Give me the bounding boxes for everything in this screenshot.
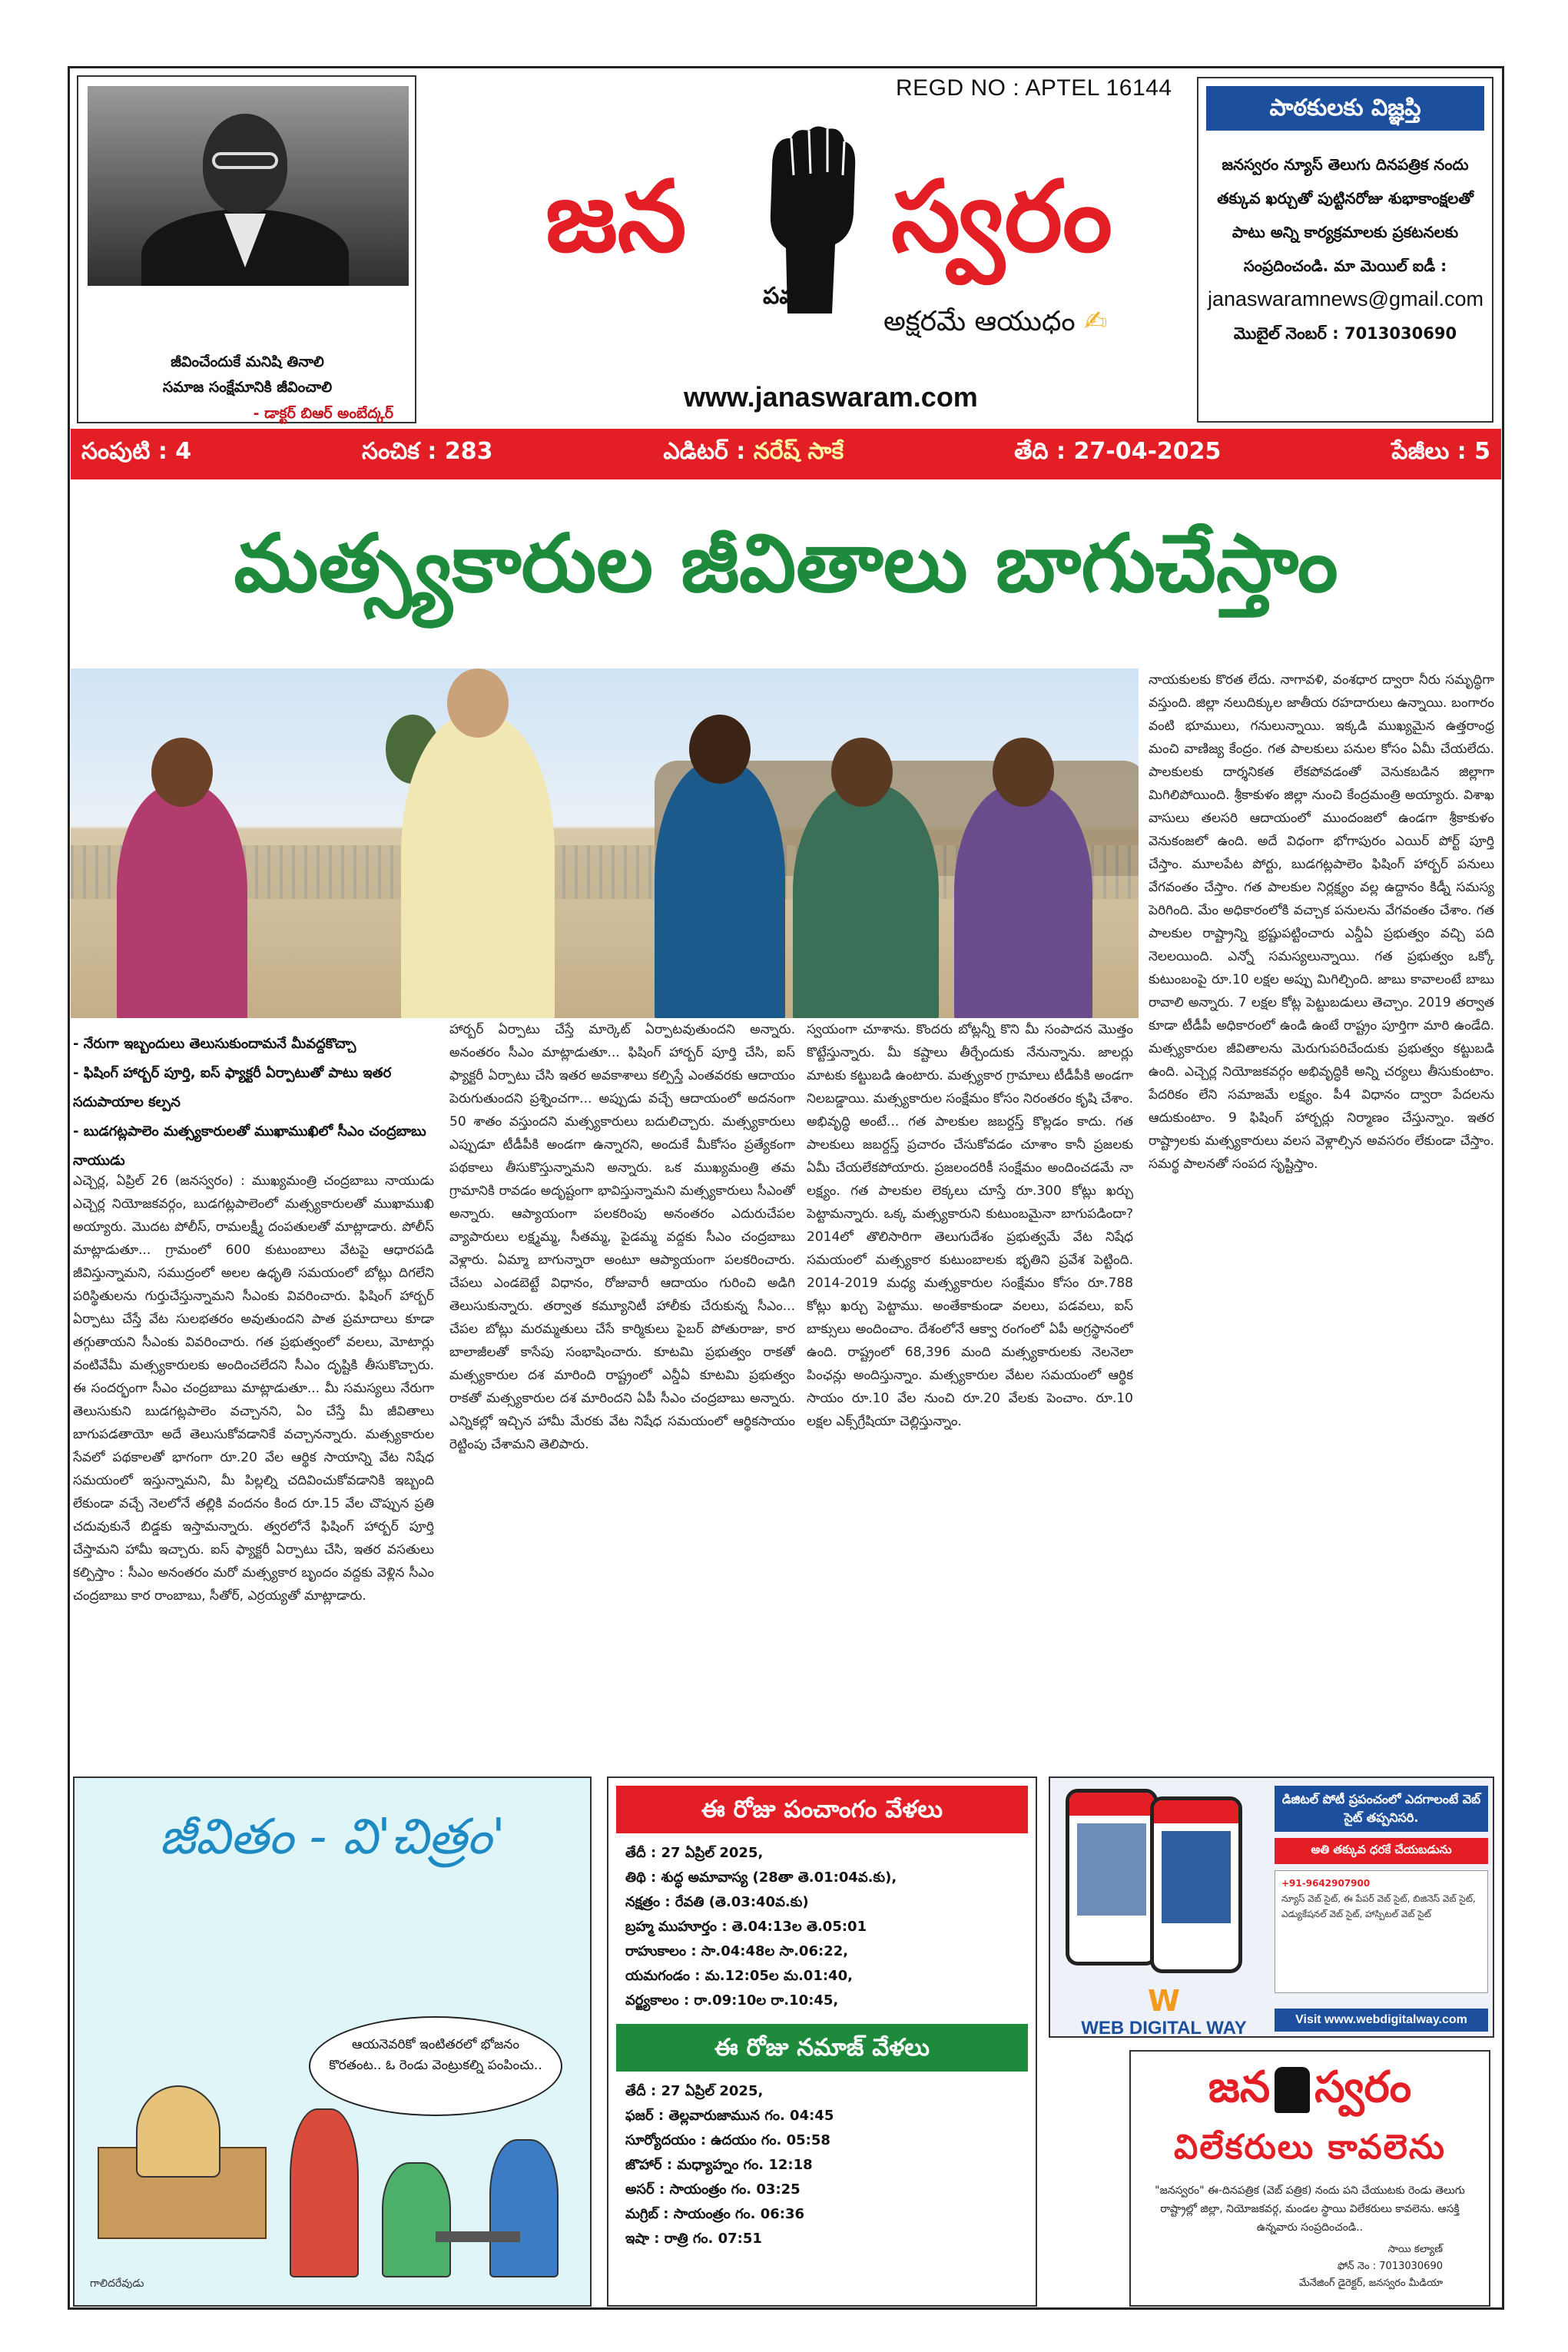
- ambedkar-box: [77, 75, 416, 423]
- web-digital-way-logo-icon: W: [1148, 1984, 1180, 2018]
- ambedkar-photo: [88, 86, 409, 286]
- ambedkar-quote: [94, 350, 401, 426]
- pen-icon: ✍: [1084, 306, 1108, 337]
- reporters-wanted-box: [1129, 2050, 1490, 2307]
- namaz-item: సూర్యోదయం : ఉదయం గం. 05:58: [625, 2132, 830, 2148]
- namaz-item: తేదీ : 27 ఏప్రిల్ 2025,: [625, 2083, 764, 2099]
- article-column-4: [1149, 668, 1494, 1756]
- namaz-item: ఇషా : రాత్రి గం. 07:51: [625, 2231, 762, 2247]
- lead-photo: [71, 668, 1139, 1018]
- phone-mockups-icon: [1058, 1789, 1265, 1973]
- quote-author: - డాక్టర్ బిఆర్ అంబేద్కర్: [253, 404, 393, 422]
- reporter-logo-left: జన: [1208, 2062, 1271, 2112]
- article-text: నాయకులకు కొరత లేదు. నాగావళి, వంశధార ద్వారా నీరు సమృద్ధిగా వస్తుంది. జిల్లా నలుదిక్కుల జాతీయ రహదారులు ఉన్నాయి. బంగారం వంటి భూములు, గనులున్నాయి. ఇక్కడి ముఖ్యమైన ఉత్తరాంధ్ర మంచి వాణిజ్య కేంద్రం. గత పాలకులు పనుల కోసం ఏమీ చేయలేదు. పాలకులకు దార్శనికత లేకపోవడంతో వెనుకబడిన జిల్లాగా మిగిలిపోయింది. శ్రీకాకుళం జిల్లా నుంచి కేంద్రమంత్రి అయ్యారు. విశాఖ వాసులు తలసరి ఆదాయంలో ముందంజలో ఉండగా శ్రీకాకుళం వెనుకంజలో ఉంది. అదే విధంగా భోగాపురం ఎయిర్ పోర్ట్ పూర్తి చేస్తాం. మూలపేట పోర్టు, బుడగట్లపాలెం ఫిషింగ్ హార్బర్ పనులు వేగవంతం చేస్తాం. గత పాలకుల నిర్లక్ష్యం వల్ల ఉద్దానం కిడ్నీ సమస్య పెరిగింది. మేం అధికారంలోకి వచ్చాక పనులను వేగవంతం చేశాం. గత పాలకుల రాష్ట్రాన్ని భ్రష్టుపట్టించారు ఎన్డీఏ ప్రభుత్వం వచ్చి పది నెలలయింది. ఎన్నో సమస్యలున్నాయి. గత ప్రభుత్వం ఒక్కో కుటుంబంపై రూ.10 లక్షల అప్పు మిగిల్చింది. జాబు కావాలంటే బాబు రావాలి అన్నారు. 7 లక్షల కోట్ల పెట్టుబడులు తెచ్చాం. 2019 తర్వాత కూడా టీడీపీ అధికారంలో ఉండి ఉంటే రాష్ట్రం పూర్తిగా మారి ఉండేది. మత్స్యకారుల జీవితాలను మెరుగుపరిచేందుకు ప్రభుత్వం కట్టుబడి ఉంది. ఎచ్చెర్ల నియోజకవర్గం అభివృద్ధికి అన్ని చర్యలు తీసుకుంటాం. పేదరికం లేని సమాజమే లక్ష్యం. పీ4 విధానం ద్వారా పేదలను ఆదుకుంటాం. 9 ఫిషింగ్ హార్బర్లు నిర్మాణం చేస్తున్నాం. ఇతర రాష్ట్రాలకు మత్స్యకారులు వలస వెళ్లాల్సిన అవసరం లేకుండా చేస్తాం. సమర్థ పాలనతో సంపద సృష్టిస్తాం.: [1149, 672, 1494, 1172]
- notice-line-3: పాటు అన్ని కార్యక్రమాలకు ప్రకటనలకు: [1232, 223, 1459, 241]
- article-column-1: [73, 1169, 434, 1753]
- cartoon-speech-bubble: ఆయనెవరికో ఇంటితరలో భోజనం కొరతంట.. ఓ రెండు వెంట్రుకల్ని పంపించు..: [309, 2016, 562, 2116]
- reporters-wanted-text: "జనస్వరం" ఈ-దినపత్రిక (వెబ్ పత్రిక) నందు పని చేయుటకు రెండు తెలుగు రాష్ట్రాల్లో జిల్లా, నియోజకవర్గ, మండల స్థాయి విలేకరులు కావలెను. ఆసక్తి ఉన్నవారు సంప్రదించండి..: [1155, 2184, 1465, 2234]
- article-text: ఎచ్చెర్ల, ఏప్రిల్ 26 (జనస్వరం) : ముఖ్యమంత్రి చంద్రబాబు నాయుడు ఎచ్చెర్ల నియోజకవర్గం, బుడగట్లపాలెంలో మత్స్యకారులతో ముఖాముఖి అయ్యారు. మొదట పోలీస్, రామలక్ష్మీ దంపతులతో మాట్లాడారు. పోలీస్ మాట్లాడుతూ... గ్రామంలో 600 కుటుంబాలు వేటపై ఆధారపడి జీవిస్తున్నామని, సముద్రంలో అలల ఉధృతి సమయంలో బోట్లు దిగలేని పరిస్థితులను గుర్తుచేస్తున్నామని సీఎంకు వివరించారు. ఫిషింగ్ హార్బర్ ఏర్పాటు చేస్తే వేట సులభతరం అవుతుందని పాత ప్రమాదాలు కూడా తగ్గుతాయని సీఎంకు వివరించారు. గత ప్రభుత్వంలో వలలు, మోటార్లు వంటివేమీ మత్స్యకారులకు అందించలేదని సీఎం దృష్టికి తీసుకొచ్చారు. ఈ సందర్భంగా సీఎం చంద్రబాబు మాట్లాడుతూ... మీ సమస్యలు నేరుగా తెలుసుకుని బుడగట్లపాలెం వచ్చానని, ఏం చేస్తే మీ జీవితాలు బాగుపడతాయో అదే తెలుసుకోవడానికే వచ్చానన్నారు. మత్స్యకారుల సేవలో పథకాలతో భాగంగా రూ.20 వేల ఆర్థిక సాయాన్ని వేట నిషేధ సమయంలో ఇస్తున్నామని, మీ పిల్లల్ని చదివించుకోవడానికి ఇబ్బంది లేకుండా వచ్చే నెలలోనే తల్లికి వందనం కింద రూ.15 వేల చొప్పున ప్రతి చదువుకునే బిడ్డకు ఇస్తామన్నారు. త్వరలోనే ఫిషింగ్ హార్బర్ పూర్తి చేస్తామని హామీ ఇచ్చారు. ఐస్ ఫ్యాక్టరీ ఏర్పాటు చేసి, ఇతర వసతులు కల్పిస్తాం : సీఎం అనంతరం మరో మత్స్యకార బృందం వద్దకు వెళ్లిన సీఎం చంద్రబాబు కార రాంబాబు, సీతోర్, ఎర్రయ్యతో మాట్లాడారు.: [73, 1173, 434, 1604]
- cartoon-character: [136, 2085, 220, 2178]
- tagline-text: అక్షరమే ఆయుధం: [883, 306, 1076, 337]
- namaz-item: ఫజర్ : తెల్లవారుజామున గం. 04:45: [625, 2108, 834, 2124]
- highlight-item: - బుడగట్లపాలెం మత్స్యకారులతో ముఖాముఖిలో సీఎం చంద్రబాబు నాయుడు: [73, 1123, 426, 1169]
- cartoon-box: [73, 1776, 592, 2307]
- issue-date: తేది : 27-04-2025: [1014, 438, 1222, 465]
- ad-visit-link[interactable]: Visit www.webdigitalway.com: [1275, 2009, 1488, 2032]
- panchang-item: నక్షత్రం : రేవతి (తె.03:40వ.కు): [625, 1894, 809, 1910]
- panchang-item: తేదీ : 27 ఏప్రిల్ 2025,: [625, 1845, 764, 1861]
- notice-line-2: తక్కువ ఖర్చుతో పుట్టినరోజు శుభాకాంక్షలతో: [1217, 189, 1474, 207]
- article-column-3: [807, 1018, 1133, 1756]
- ad-services: న్యూస్ వెబ్ సైట్, ఈ పేపర్ వెబ్ సైట్, బిజినెస్ వెబ్ సైట్, ఎడ్యుకేషనల్ వెబ్ సైట్, హాస్పిటల్ వెబ్ సైట్: [1281, 1893, 1476, 1919]
- issue-info-bar: [71, 429, 1501, 479]
- ad-service-card: [1275, 1870, 1488, 1993]
- article-column-2: [449, 1018, 795, 1756]
- panchang-item: వర్జ్యకాలం : రా.09:10ల రా.10:45,: [625, 1992, 839, 2009]
- web-digital-way-ad[interactable]: [1049, 1776, 1494, 2038]
- ad-subheadline: అతి తక్కువ ధరకే చేయబడును: [1275, 1838, 1488, 1864]
- logo-area: [430, 75, 1183, 423]
- notice-email[interactable]: janaswaramnews@gmail.com: [1208, 287, 1484, 310]
- panchang-box: [607, 1776, 1037, 2307]
- article-text: హార్బర్ ఏర్పాటు చేస్తే మార్కెట్ ఏర్పాటవుతుందని అన్నారు. అనంతరం సీఎం మాట్లాడుతూ... ఫిషింగ్ హార్బర్ పూర్తి చేసి, ఐస్ ఫ్యాక్టరీ ఏర్పాటు చేసి ఇతర అవకాశాలు కల్పిస్తే ఎంతవరకు ఆదాయం పెరుగుతుందని ప్రశ్నించగా... అప్పుడు వచ్చే ఆదాయంలో అదనంగా 50 శాతం వస్తుందని మత్స్యకారులు బదులిచ్చారు. మత్స్యకారులు ఎప్పుడూ టీడీపీకి అండగా ఉన్నారని, అందుకే మీకోసం ప్రత్యేకంగా పథకాలు తీసుకొస్తున్నామని అన్నారు. ఒక ముఖ్యమంత్రి తమ గ్రామానికి రావడం అదృష్టంగా భావిస్తున్నామని మత్స్యకారులు సీఎంతో అన్నారు. ఆప్యాయంగా పలకరింపు అనంతరం ఎదురుచేపల వ్యాపారులు లక్ష్మమ్మ, సీతమ్మ, పైడమ్మ వద్దకు సీఎం చంద్రబాబు వెళ్లారు. ఏమ్మా బాగున్నారా అంటూ ఆప్యాయంగా పలకరించారు. చేపలు ఎండబెట్టే విధానం, రోజువారీ ఆదాయం గురించి అడిగి తెలుసుకున్నారు. తర్వాత కమ్యూనిటీ హాలీకు చేరుకున్న సీఎం... చేపల బోట్లు మరమ్మతులు చేసే కార్మికులు పైబర్ పోతురాజు, కార బాలాజీలతో కాసేపు సంభాషించారు. కూటమి ప్రభుత్వం రాకతో మత్స్యకారుల దశ మారింది రాష్ట్రంలో ఎన్డీఏ కూటమి ప్రభుత్వం రాకతో మత్స్యకారుల దశ మారిందని ఏపీ సీఎం చంద్రబాబు అన్నారు. ఎన్నికల్లో ఇచ్చిన హామీ మేరకు వేట నిషేధ సమయంలో ఆర్థికసాయం రెట్టింపు చేశామని తెలిపారు.: [449, 1022, 795, 1452]
- ad-brand: [1064, 1984, 1264, 2038]
- panchang-item: బ్రహ్మ ముహూర్తం : తె.04:13ల తె.05:01: [625, 1919, 867, 1935]
- contact-role: మేనేజింగ్ డైరెక్టర్, జనస్వరం మీడియా: [1298, 2277, 1443, 2289]
- registration-number: REGD NO : APTEL 16144: [896, 75, 1172, 101]
- quote-line-2: సమాజ సంక్షేమానికి జీవించాలి: [162, 379, 333, 396]
- contact-name: సాయి కల్యాణ్: [1387, 2244, 1443, 2255]
- quote-line-1: జీవించేందుకే మనిషి తినాలి: [171, 353, 324, 370]
- volume-number: సంపుటి : 4: [81, 438, 192, 465]
- cartoon-table: [436, 2231, 520, 2242]
- namaz-list: [608, 2072, 1036, 2254]
- page-count: పేజీలు : 5: [1391, 438, 1490, 465]
- panchang-item: రాహుకాలం : సా.04:48ల సా.06:22,: [625, 1943, 849, 1959]
- ad-brand-name: WEB DIGITAL WAY: [1081, 2018, 1247, 2038]
- panchang-item: తిథి : శుద్ధ అమావాస్య (28తా తె.01:04వ.కు),: [625, 1869, 897, 1886]
- cartoon-character: [382, 2162, 451, 2277]
- story-highlights: [73, 1030, 434, 1176]
- highlight-item: - నేరుగా ఇబ్బందులు తెలుసుకుందామనే మీవద్దకొచ్చా: [73, 1036, 356, 1052]
- article-text: స్వయంగా చూశాను. కొందరు బోట్లన్నీ కొని మీ సంపాదన మొత్తం కొట్టేస్తున్నారు. మీ కష్టాలు తీర్చేందుకు నేనున్నాను. జాలర్లు మాటకు కట్టుబడి ఉంటారు. మత్స్యకార గ్రామాలు టీడీపీకి అండగా నిలబడ్డాయి. మత్స్యకారుల సంక్షేమం కోసం నిరంతరం కృషి చేశాం. అభివృద్ధి అంటే... గత పాలకుల జబర్దస్త్ కొల్లడం కాదు. గత పాలకులు జబర్దస్త్ ప్రచారం చేసుకోవడం చూశాం కానీ ప్రజలకు ఏమీ చేయలేకపోయారు. ప్రజలందరికీ సంక్షేమం అందించడమే నా లక్ష్యం. గత పాలకుల లెక్కలు చూస్తే రూ.300 కోట్లు ఖర్చు పెట్టామన్నారు. ఒక్క మత్స్యకారుని కుటుంబమైనా బాగుపడిందా? 2014లో తొలిసారిగా తెలుగుదేశం ప్రభుత్వమే వేట నిషేధ సమయంలో మత్స్యకార కుటుంబాలకు భృతిని ప్రవేశ పెట్టింది. 2014-2019 మధ్య మత్స్యకారుల సంక్షేమం కోసం రూ.788 కోట్లు ఖర్చు పెట్టాము. అంతేకాకుండా వలలు, పడవలు, ఐస్ బాక్సులు అందించాం. దేశంలోనే ఆక్వా రంగంలో ఏపీ అగ్రస్థానంలో ఉంది. రాష్ట్రంలో 68,396 మంది మత్స్యకారులకు నెలనెలా పింఛన్లు అందిస్తున్నాం. మత్స్యకారుల వేటల సమయంలో ఆర్థిక సాయం రూ.10 వేల నుంచి రూ.20 వేలకు పెంచాం. రూ.10 లక్షల ఎక్స్‌గ్రేషియా చెల్లిస్తున్నాం.: [807, 1022, 1133, 1429]
- cartoon-character: [290, 2108, 359, 2277]
- cartoon-character: [489, 2139, 559, 2277]
- logo-text-left: జన: [545, 160, 687, 274]
- namaz-title: ఈ రోజు నమాజ్ వేళలు: [616, 2024, 1028, 2072]
- highlight-item: - ఫిషింగ్ హార్బర్ పూర్తి, ఐస్ ఫ్యాక్టరీ ఏర్పాటుతో పాటు ఇతర సదుపాయాల కల్పన: [73, 1065, 392, 1110]
- reader-notice-title: పాఠకులకు విజ్ఞప్తి: [1206, 86, 1484, 131]
- cartoon-title: జీవితం - వి'చిత్రం': [159, 1809, 506, 1866]
- panchang-title: ఈ రోజు పంచాంగం వేళలు: [616, 1786, 1028, 1833]
- reader-notice-body: [1198, 138, 1492, 360]
- cartoonist-signature: గాలిదరేవుడు: [90, 2277, 144, 2290]
- editor: [663, 438, 844, 470]
- fist-logo-icon: [1275, 2067, 1310, 2113]
- namaz-item: అసర్ : సాయంత్రం గం. 03:25: [625, 2181, 801, 2198]
- panchang-list: [608, 1833, 1036, 2016]
- reader-notice-box: [1197, 77, 1493, 423]
- notice-line-1: జనస్వరం న్యూస్ తెలుగు దినపత్రిక నందు: [1222, 155, 1469, 174]
- ad-headline: డిజిటల్ పోటీ ప్రపంచంలో ఎదగాలంటే వెబ్ సైట్ తప్పనిసరి.: [1275, 1786, 1488, 1832]
- ad-phone: +91-9642907900: [1281, 1878, 1371, 1889]
- editor-name: నరేష్ సాకే: [753, 438, 844, 465]
- panchang-item: యమగండం : మ.12:05ల మ.01:40,: [625, 1968, 853, 1984]
- masthead: [77, 75, 1495, 425]
- namaz-item: మగ్రిబ్ : సాయంత్రం గం. 06:36: [625, 2206, 805, 2222]
- reporter-logo-right: స్వరం: [1314, 2062, 1412, 2112]
- logo-text-right: స్వరం: [891, 160, 1112, 274]
- tagline: [883, 306, 1107, 344]
- notice-line-4: సంప్రదించండి. మా మెయిల్ ఐడీ :: [1243, 257, 1447, 275]
- issue-number: సంచిక : 283: [362, 438, 493, 465]
- website-url[interactable]: www.janaswaram.com: [684, 381, 978, 413]
- reporter-contact: [1131, 2241, 1489, 2292]
- reporter-box-logo: [1131, 2062, 1489, 2123]
- notice-mobile: మొబైల్ నెంబర్ : 7013030690: [1233, 324, 1457, 343]
- contact-phone: ఫోన్ నెం : 7013030690: [1337, 2261, 1443, 2272]
- ad-details: [1275, 1786, 1488, 1993]
- reporters-wanted-title: విలేకరులు కావలెను: [1174, 2128, 1446, 2167]
- editor-label: ఎడిటర్ :: [663, 438, 746, 465]
- main-headline: మత్స్యకారుల జీవితాలు బాగుచేస్తాం: [234, 516, 1338, 610]
- namaz-item: జొహార్ : మధ్యాహ్నం గం. 12:18: [625, 2157, 813, 2173]
- logo-power-label: పవర్: [763, 283, 810, 310]
